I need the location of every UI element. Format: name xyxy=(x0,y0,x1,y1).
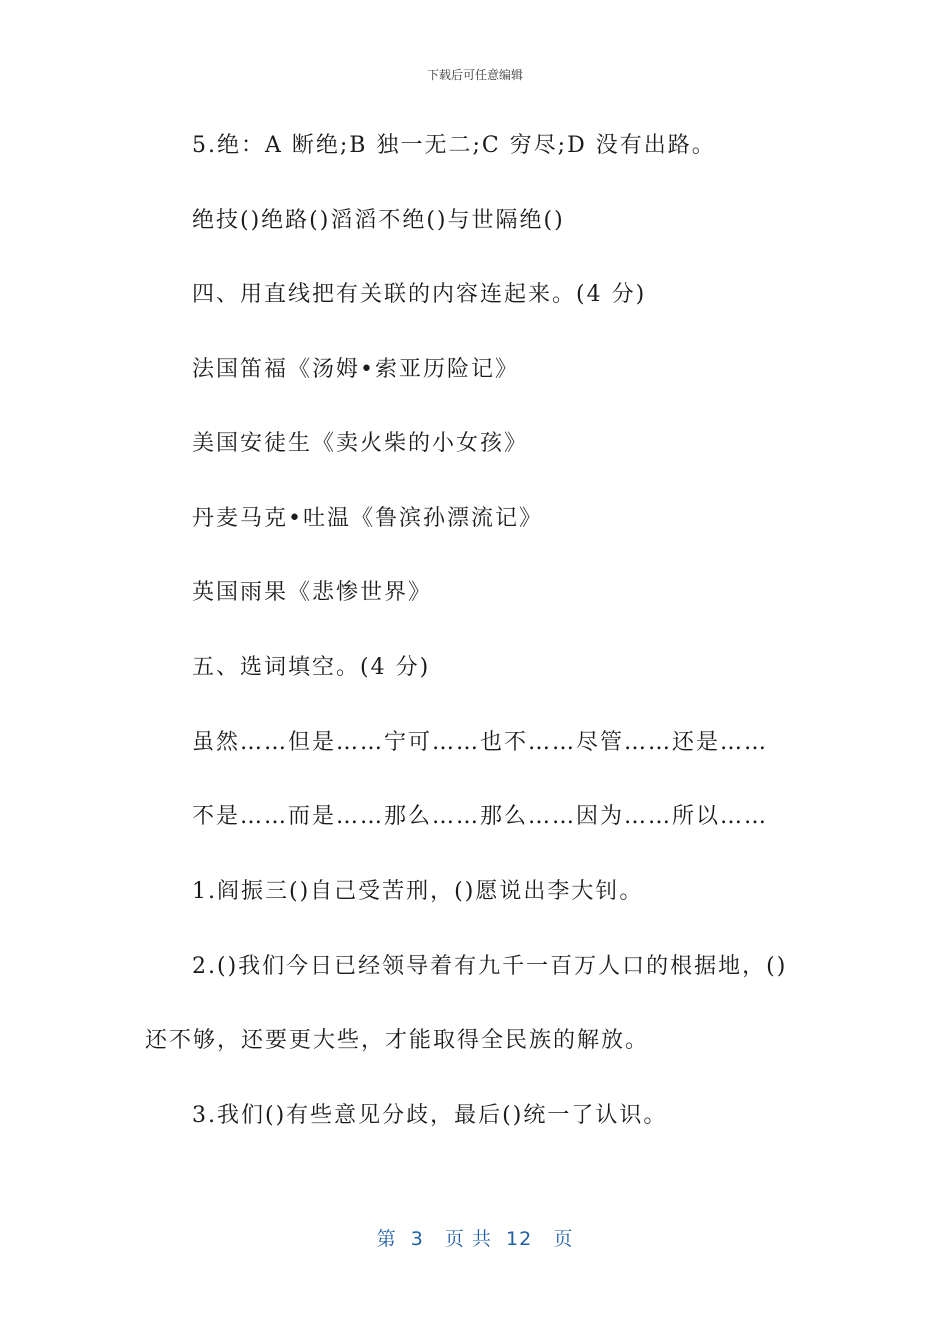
matching-item-1: 法国笛福《汤姆•索亚历险记》 xyxy=(192,357,519,382)
text-line-2: 绝技()绝路()滔滔不绝()与世隔绝() xyxy=(192,208,565,233)
matching-item-2: 美国安徒生《卖火柴的小女孩》 xyxy=(192,431,529,456)
word-choices-1: 虽然……但是……宁可……也不……尽管……还是…… xyxy=(192,730,769,755)
text-line-1: 5.绝：A 断绝;B 独一无二;C 穷尽;D 没有出路。 xyxy=(192,133,716,158)
section-heading-5: 五、选词填空。(4 分) xyxy=(192,655,431,680)
question-2-continued: 还不够，还要更大些，才能取得全民族的解放。 xyxy=(145,1028,650,1053)
matching-item-3: 丹麦马克•吐温《鲁滨孙漂流记》 xyxy=(192,506,543,531)
header-note: 下载后可任意编辑 xyxy=(426,68,523,82)
word-choices-2: 不是……而是……那么……那么……因为……所以…… xyxy=(192,804,769,829)
matching-item-4: 英国雨果《悲惨世界》 xyxy=(192,580,433,605)
page-number-footer: 第 3 页 共 12 页 xyxy=(376,1228,574,1250)
question-1: 1.阎振三()自己受苦刑，()愿说出李大钊。 xyxy=(192,879,644,904)
question-3: 3.我们()有些意见分歧，最后()统一了认识。 xyxy=(192,1103,668,1128)
question-2: 2.()我们今日已经领导着有九千一百万人口的根据地，() xyxy=(192,954,788,979)
section-heading-4: 四、用直线把有关联的内容连起来。(4 分) xyxy=(192,282,647,307)
